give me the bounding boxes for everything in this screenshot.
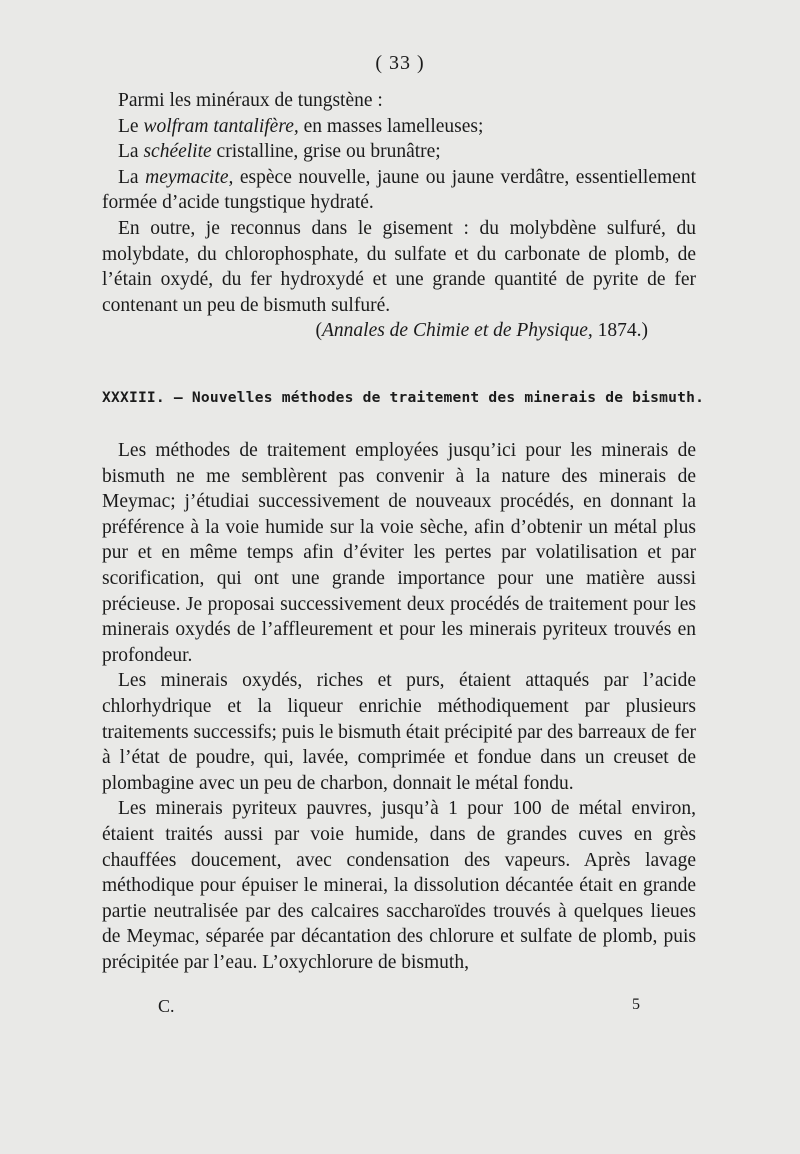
folio-number: 5	[632, 996, 640, 1013]
paragraph: La meymacite, espèce nouvelle, jaune ou jaune verdâtre, essentiellement formée d’acide tungstique hydraté.	[102, 166, 696, 214]
paragraph: Les minerais pyriteux pauvres, jusqu’à 1 pour 100 de métal environ, étaient traités aussi par voie humide, dans de grandes cuves en grès chauffées doucement, avec condensation des vapeurs. Après lavage méthodique pour épuiser le minerai, la dissolution décantée était en grande partie neutralisée par des calcaires saccharoïdes trouvés à quelques lieues de Meymac, séparée par décantation des chlorure et sulfate de plomb, puis précipitée par l’eau. L’oxychlorure de bismuth,	[102, 798, 696, 973]
paragraph: Le wolfram tantalifère, en masses lamelleuses;	[118, 115, 484, 137]
paragraph: Les minerais oxydés, riches et purs, étaient attaqués par l’acide chlorhydrique et la liqueur enrichie méthodiquement par plusieurs traitements successifs; puis le bismuth était précipité par des barreaux de fer à l’état de poudre, qui, lavée, comprimée et fondue dans un creuset de plombagine avec un peu de charbon, donnait le métal fondu.	[102, 670, 696, 794]
paragraph: Parmi les minéraux de tungstène :	[118, 90, 383, 111]
mineral-list-block	[102, 88, 696, 344]
main-text-block	[102, 438, 696, 975]
paragraph: En outre, je reconnus dans le gisement : du molybdène sulfuré, du molybdate, du chlorophosphate, du sulfate et du carbonate de plomb, de l’étain oxydé, du fer hydroxydé et une grande quantité de pyrite de fer contenant un peu de bismuth sulfuré.	[102, 217, 696, 316]
paragraph: La schéelite cristalline, grise ou brunâtre;	[118, 141, 441, 163]
citation: (Annales de Chimie et de Physique, 1874.)	[315, 320, 648, 342]
signature-mark: C.	[158, 996, 175, 1016]
paragraph: Les méthodes de traitement employées jusqu’ici pour les minerais de bismuth ne me semblèrent pas convenir à la nature des minerais de Meymac; j’étudiai successivement de nouveaux procédés, en donnant la préférence à la voie humide sur la voie sèche, afin d’obtenir un métal plus pur et en même temps afin d’éviter les pertes par volatilisation et par scorification, qui ont une grande importance pour une matière aussi précieuse. Je proposai successivement deux procédés de traitement pour les minerais oxydés de l’affleurement et pour les minerais pyriteux trouvés en profondeur.	[102, 440, 696, 666]
page-number: ( 33 )	[375, 52, 425, 74]
section-heading: XXXIII. — Nouvelles méthodes de traitement des minerais de bismuth.	[102, 389, 705, 406]
